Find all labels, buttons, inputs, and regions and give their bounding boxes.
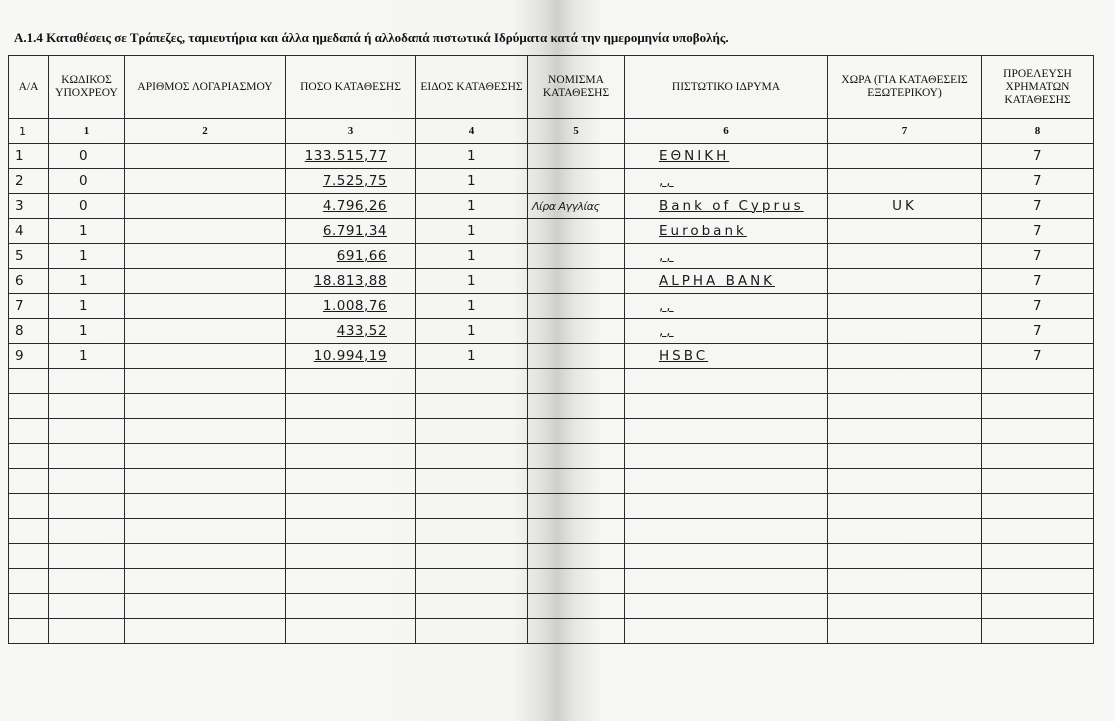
credit-institution-cell — [625, 294, 828, 319]
empty-cell — [528, 494, 625, 519]
country-cell — [828, 344, 982, 369]
empty-cell — [9, 569, 49, 594]
credit-institution-value: Eurobank — [659, 223, 747, 239]
row-number-value: 1 — [15, 148, 25, 164]
empty-cell — [416, 419, 528, 444]
deposit-type-value: 1 — [466, 248, 477, 264]
funds-origin-cell — [982, 319, 1094, 344]
empty-cell — [9, 469, 49, 494]
credit-institution-cell — [625, 194, 828, 219]
empty-cell — [528, 469, 625, 494]
funds-origin-value: 7 — [1032, 323, 1043, 339]
country-cell — [828, 219, 982, 244]
empty-cell — [9, 419, 49, 444]
row-number-cell — [9, 344, 49, 369]
credit-institution-value: ,, — [659, 173, 674, 189]
empty-cell — [528, 369, 625, 394]
country-cell — [828, 169, 982, 194]
deposit-currency-cell — [528, 219, 625, 244]
credit-institution-value: ,, — [659, 323, 674, 339]
deposit-type-value: 1 — [466, 298, 477, 314]
funds-origin-cell — [982, 269, 1094, 294]
empty-cell — [625, 444, 828, 469]
empty-cell — [125, 594, 286, 619]
obligor-code-value: 1 — [79, 248, 89, 264]
empty-cell — [828, 544, 982, 569]
empty-cell — [9, 519, 49, 544]
row-number-cell — [9, 269, 49, 294]
deposit-amount-cell — [286, 169, 416, 194]
empty-cell — [416, 369, 528, 394]
empty-cell — [49, 444, 125, 469]
credit-institution-cell — [625, 169, 828, 194]
empty-cell — [416, 494, 528, 519]
column-number: 4 — [416, 119, 528, 144]
deposit-type-cell — [416, 294, 528, 319]
account-number-cell — [125, 294, 286, 319]
country-cell — [828, 194, 982, 219]
column-number: 1 — [49, 119, 125, 144]
account-number-cell — [125, 319, 286, 344]
obligor-code-cell — [49, 219, 125, 244]
funds-origin-cell — [982, 344, 1094, 369]
empty-cell — [125, 569, 286, 594]
row-number-value: 7 — [15, 298, 25, 314]
credit-institution-cell — [625, 244, 828, 269]
column-number-row — [9, 119, 1094, 144]
empty-cell — [416, 394, 528, 419]
funds-origin-cell — [982, 219, 1094, 244]
empty-cell — [982, 494, 1094, 519]
country-cell — [828, 269, 982, 294]
deposit-amount-cell — [286, 294, 416, 319]
empty-cell — [625, 619, 828, 644]
header-obligor-code: ΚΩΔΙΚΟΣ ΥΠΟΧΡΕΟΥ — [49, 56, 125, 119]
credit-institution-value: ALPHA BANK — [659, 273, 776, 289]
deposit-amount-cell — [286, 344, 416, 369]
empty-cell — [828, 569, 982, 594]
funds-origin-value: 7 — [1032, 173, 1043, 189]
deposit-amount-value: 18.813,88 — [313, 273, 387, 289]
deposit-amount-value: 7.525,75 — [322, 173, 387, 189]
empty-cell — [286, 519, 416, 544]
obligor-code-value: 1 — [79, 273, 89, 289]
empty-cell — [49, 544, 125, 569]
empty-cell — [49, 594, 125, 619]
empty-cell — [828, 469, 982, 494]
deposit-type-cell — [416, 144, 528, 169]
empty-cell — [982, 594, 1094, 619]
empty-cell — [9, 369, 49, 394]
credit-institution-value: ,, — [659, 248, 674, 264]
obligor-code-value: 1 — [79, 298, 89, 314]
empty-cell — [9, 619, 49, 644]
credit-institution-cell — [625, 144, 828, 169]
obligor-code-value: 0 — [79, 148, 89, 164]
empty-cell — [49, 519, 125, 544]
empty-cell — [286, 569, 416, 594]
deposit-type-cell — [416, 344, 528, 369]
deposit-type-value: 1 — [466, 173, 477, 189]
header-deposit-amount: ΠΟΣΟ ΚΑΤΑΘΕΣΗΣ — [286, 56, 416, 119]
column-number: 3 — [286, 119, 416, 144]
empty-cell — [286, 544, 416, 569]
empty-cell — [49, 494, 125, 519]
empty-cell — [982, 369, 1094, 394]
funds-origin-value: 7 — [1032, 348, 1043, 364]
empty-cell — [125, 394, 286, 419]
account-number-cell — [125, 344, 286, 369]
empty-cell — [416, 594, 528, 619]
empty-cell — [982, 444, 1094, 469]
funds-origin-cell — [982, 144, 1094, 169]
deposit-type-value: 1 — [466, 223, 477, 239]
account-number-cell — [125, 194, 286, 219]
row-number-cell — [9, 294, 49, 319]
account-number-cell — [125, 169, 286, 194]
header-account-number: ΑΡΙΘΜΟΣ ΛΟΓΑΡΙΑΣΜΟΥ — [125, 56, 286, 119]
empty-cell — [625, 369, 828, 394]
empty-cell — [125, 369, 286, 394]
deposit-amount-value: 433,52 — [336, 323, 387, 339]
deposit-currency-cell — [528, 169, 625, 194]
empty-cell — [528, 519, 625, 544]
empty-cell — [528, 544, 625, 569]
empty-cell — [125, 519, 286, 544]
obligor-code-cell — [49, 244, 125, 269]
empty-cell — [625, 594, 828, 619]
empty-cell — [286, 594, 416, 619]
deposit-amount-cell — [286, 144, 416, 169]
empty-cell — [828, 394, 982, 419]
row-number-cell — [9, 144, 49, 169]
funds-origin-value: 7 — [1032, 298, 1043, 314]
empty-cell — [286, 494, 416, 519]
table-row — [9, 244, 1094, 269]
obligor-code-value: 1 — [79, 223, 89, 239]
header-aa: Α/Α — [9, 56, 49, 119]
funds-origin-cell — [982, 194, 1094, 219]
header-origin: ΠΡΟΕΛΕΥΣΗ ΧΡΗΜΑΤΩΝ ΚΑΤΑΘΕΣΗΣ — [982, 56, 1094, 119]
empty-cell — [9, 544, 49, 569]
row-number-value: 2 — [15, 173, 25, 189]
funds-origin-value: 7 — [1032, 198, 1043, 214]
funds-origin-cell — [982, 244, 1094, 269]
empty-cell — [982, 519, 1094, 544]
empty-cell — [9, 494, 49, 519]
empty-row — [9, 569, 1094, 594]
empty-cell — [828, 444, 982, 469]
empty-cell — [528, 444, 625, 469]
empty-cell — [625, 419, 828, 444]
credit-institution-value: Bank of Cyprus — [659, 198, 804, 214]
empty-cell — [9, 394, 49, 419]
deposit-currency-cell — [528, 244, 625, 269]
empty-cell — [9, 594, 49, 619]
header-row — [9, 56, 1094, 119]
funds-origin-cell — [982, 169, 1094, 194]
empty-row — [9, 369, 1094, 394]
row-number-value: 4 — [15, 223, 25, 239]
row-number-cell — [9, 169, 49, 194]
empty-cell — [528, 394, 625, 419]
empty-cell — [49, 619, 125, 644]
empty-cell — [286, 619, 416, 644]
empty-cell — [982, 569, 1094, 594]
empty-cell — [49, 369, 125, 394]
account-number-cell — [125, 244, 286, 269]
deposit-type-cell — [416, 169, 528, 194]
funds-origin-value: 7 — [1032, 273, 1043, 289]
empty-cell — [416, 544, 528, 569]
empty-cell — [625, 544, 828, 569]
deposit-type-cell — [416, 269, 528, 294]
empty-cell — [828, 494, 982, 519]
empty-cell — [286, 419, 416, 444]
empty-row — [9, 519, 1094, 544]
table-row — [9, 294, 1094, 319]
deposit-currency-cell — [528, 344, 625, 369]
empty-cell — [416, 519, 528, 544]
row-number-value: 8 — [15, 323, 25, 339]
table-row — [9, 269, 1094, 294]
table-row — [9, 344, 1094, 369]
empty-cell — [528, 619, 625, 644]
empty-cell — [416, 444, 528, 469]
credit-institution-cell — [625, 319, 828, 344]
deposit-type-cell — [416, 194, 528, 219]
deposit-amount-cell — [286, 194, 416, 219]
column-number: 1 — [9, 119, 49, 144]
row-number-cell — [9, 219, 49, 244]
table-row — [9, 219, 1094, 244]
empty-cell — [49, 469, 125, 494]
table-row — [9, 194, 1094, 219]
obligor-code-cell — [49, 144, 125, 169]
empty-row — [9, 444, 1094, 469]
empty-row — [9, 419, 1094, 444]
credit-institution-cell — [625, 219, 828, 244]
obligor-code-value: 0 — [79, 198, 89, 214]
empty-row — [9, 494, 1094, 519]
empty-cell — [625, 494, 828, 519]
empty-cell — [49, 419, 125, 444]
empty-cell — [286, 394, 416, 419]
empty-cell — [49, 394, 125, 419]
deposit-amount-value: 10.994,19 — [313, 348, 387, 364]
funds-origin-value: 7 — [1032, 148, 1043, 164]
obligor-code-cell — [49, 344, 125, 369]
row-number-cell — [9, 319, 49, 344]
deposit-currency-cell — [528, 294, 625, 319]
empty-cell — [625, 469, 828, 494]
header-credit-institution: ΠΙΣΤΩΤΙΚΟ ΙΔΡΥΜΑ — [625, 56, 828, 119]
deposit-type-value: 1 — [466, 273, 477, 289]
column-number: 6 — [625, 119, 828, 144]
table-row — [9, 144, 1094, 169]
header-deposit-type: ΕΙΔΟΣ ΚΑΤΑΘΕΣΗΣ — [416, 56, 528, 119]
obligor-code-cell — [49, 294, 125, 319]
credit-institution-value: HSBC — [659, 348, 709, 364]
deposit-type-cell — [416, 219, 528, 244]
empty-cell — [416, 569, 528, 594]
empty-row — [9, 619, 1094, 644]
deposit-type-value: 1 — [466, 148, 477, 164]
deposit-currency-cell — [528, 319, 625, 344]
empty-cell — [125, 544, 286, 569]
deposit-currency-cell — [528, 144, 625, 169]
empty-cell — [982, 419, 1094, 444]
empty-cell — [625, 394, 828, 419]
empty-row — [9, 469, 1094, 494]
empty-cell — [286, 469, 416, 494]
empty-cell — [125, 444, 286, 469]
empty-cell — [9, 444, 49, 469]
row-number-value: 3 — [15, 198, 25, 214]
row-number-value: 6 — [15, 273, 25, 289]
obligor-code-cell — [49, 194, 125, 219]
country-value: UK — [892, 198, 917, 214]
deposit-amount-cell — [286, 319, 416, 344]
empty-cell — [982, 394, 1094, 419]
empty-cell — [982, 544, 1094, 569]
credit-institution-value: ,, — [659, 298, 674, 314]
empty-cell — [828, 594, 982, 619]
row-number-value: 9 — [15, 348, 25, 364]
empty-row — [9, 544, 1094, 569]
account-number-cell — [125, 144, 286, 169]
empty-row — [9, 394, 1094, 419]
empty-cell — [416, 619, 528, 644]
empty-cell — [125, 419, 286, 444]
empty-cell — [528, 594, 625, 619]
deposit-type-cell — [416, 244, 528, 269]
empty-cell — [625, 569, 828, 594]
country-cell — [828, 294, 982, 319]
empty-cell — [125, 494, 286, 519]
deposit-amount-cell — [286, 244, 416, 269]
country-cell — [828, 244, 982, 269]
section-title: Α.1.4 Καταθέσεις σε Τράπεζες, ταμιευτήρια και άλλα ημεδαπά ή αλλοδαπά πιστωτικά Ιδρύματα κατά την ημερομηνία υποβολής. — [14, 30, 729, 45]
empty-cell — [125, 469, 286, 494]
obligor-code-cell — [49, 319, 125, 344]
deposit-currency-cell — [528, 194, 625, 219]
column-number: 2 — [125, 119, 286, 144]
obligor-code-cell — [49, 269, 125, 294]
row-number-cell — [9, 194, 49, 219]
deposit-type-value: 1 — [466, 348, 477, 364]
deposit-type-value: 1 — [466, 198, 477, 214]
empty-cell — [982, 469, 1094, 494]
empty-row — [9, 594, 1094, 619]
deposit-currency-value: Λίρα Αγγλίας — [532, 199, 600, 213]
obligor-code-value: 1 — [79, 323, 89, 339]
funds-origin-cell — [982, 294, 1094, 319]
row-number-cell — [9, 244, 49, 269]
country-cell — [828, 319, 982, 344]
credit-institution-cell — [625, 269, 828, 294]
empty-cell — [49, 569, 125, 594]
deposit-currency-cell — [528, 269, 625, 294]
obligor-code-value: 0 — [79, 173, 89, 189]
empty-cell — [625, 519, 828, 544]
country-cell — [828, 144, 982, 169]
column-number: 8 — [982, 119, 1094, 144]
row-number-value: 5 — [15, 248, 25, 264]
deposit-amount-value: 6.791,34 — [322, 223, 387, 239]
column-number: 7 — [828, 119, 982, 144]
credit-institution-value: ΕΘΝΙΚΗ — [659, 148, 730, 164]
empty-cell — [125, 619, 286, 644]
account-number-cell — [125, 269, 286, 294]
header-country: ΧΩΡΑ (ΓΙΑ ΚΑΤΑΘΕΣΕΙΣ ΕΞΩΤΕΡΙΚΟΥ) — [828, 56, 982, 119]
account-number-cell — [125, 219, 286, 244]
empty-cell — [982, 619, 1094, 644]
empty-cell — [286, 369, 416, 394]
empty-cell — [828, 419, 982, 444]
table-row — [9, 319, 1094, 344]
empty-cell — [828, 369, 982, 394]
empty-cell — [286, 444, 416, 469]
obligor-code-value: 1 — [79, 348, 89, 364]
funds-origin-value: 7 — [1032, 248, 1043, 264]
column-number: 5 — [528, 119, 625, 144]
header-deposit-currency: ΝΟΜΙΣΜΑ ΚΑΤΑΘΕΣΗΣ — [528, 56, 625, 119]
table-row — [9, 169, 1094, 194]
deposit-amount-value: 4.796,26 — [322, 198, 387, 214]
deposit-amount-value: 1.008,76 — [322, 298, 387, 314]
deposit-amount-cell — [286, 219, 416, 244]
deposit-type-cell — [416, 319, 528, 344]
empty-cell — [828, 619, 982, 644]
obligor-code-cell — [49, 169, 125, 194]
empty-cell — [828, 519, 982, 544]
credit-institution-cell — [625, 344, 828, 369]
deposit-type-value: 1 — [466, 323, 477, 339]
deposit-amount-cell — [286, 269, 416, 294]
empty-cell — [416, 469, 528, 494]
deposit-amount-value: 691,66 — [336, 248, 387, 264]
deposits-table — [8, 55, 1094, 644]
empty-cell — [528, 419, 625, 444]
deposit-amount-value: 133.515,77 — [304, 148, 387, 164]
funds-origin-value: 7 — [1032, 223, 1043, 239]
empty-cell — [528, 569, 625, 594]
